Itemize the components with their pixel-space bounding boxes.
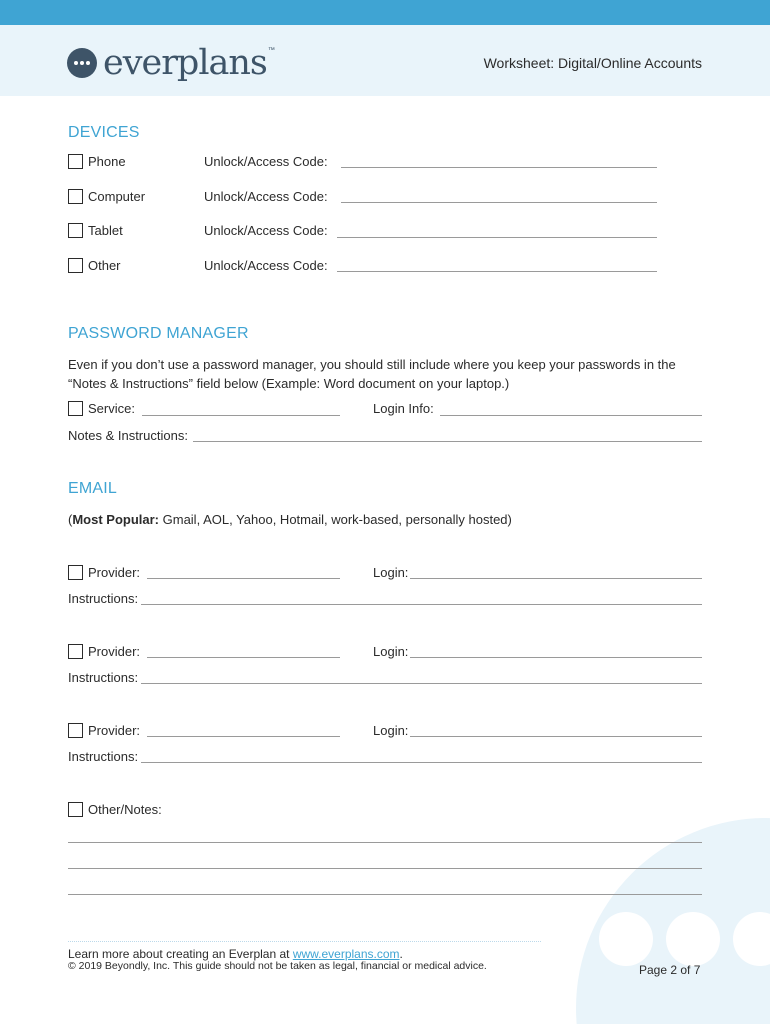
device-label: Phone — [88, 154, 126, 169]
logo-trademark: ™ — [267, 47, 275, 54]
decorative-dot — [599, 912, 653, 966]
code-label: Unlock/Access Code: — [204, 189, 328, 204]
instructions-field[interactable] — [141, 762, 702, 763]
other-notes-line[interactable] — [68, 842, 702, 843]
device-label: Other — [88, 258, 121, 273]
document-title: Worksheet: Digital/Online Accounts — [483, 55, 702, 71]
tablet-code-field[interactable] — [337, 237, 657, 238]
email-heading: EMAIL — [68, 480, 118, 497]
provider-label: Provider: — [88, 723, 141, 738]
password-manager-heading: PASSWORD MANAGER — [68, 325, 249, 342]
footer-copyright: © 2019 Beyondly, Inc. This guide should not be taken as legal, financial or medical advice. — [68, 960, 487, 972]
logo-text: everplans — [103, 42, 267, 83]
provider-checkbox[interactable] — [68, 565, 83, 580]
instructions-label: Instructions: — [68, 591, 139, 606]
login-info-label: Login Info: — [373, 401, 434, 416]
login-label: Login: — [373, 723, 409, 738]
password-manager-description: Even if you don’t use a password manager, you should still include where you keep your passwords in the “Notes & Instructions” field below (Example: Word document on your laptop.) — [68, 357, 676, 391]
other-device-checkbox[interactable] — [68, 258, 83, 273]
login-field[interactable] — [410, 657, 702, 658]
provider-label: Provider: — [88, 565, 141, 580]
computer-checkbox[interactable] — [68, 189, 83, 204]
notes-instructions-label: Notes & Instructions: — [68, 428, 188, 443]
code-label: Unlock/Access Code: — [204, 258, 328, 273]
email-popular-note: (Most Popular: Gmail, AOL, Yahoo, Hotmail, work-based, personally hosted) — [68, 512, 512, 527]
everplans-logo — [67, 43, 275, 83]
notes-instructions-field[interactable] — [193, 441, 702, 442]
phone-code-field[interactable] — [341, 167, 657, 168]
provider-checkbox[interactable] — [68, 644, 83, 659]
everplans-link[interactable]: www.everplans.com — [292, 947, 400, 961]
other-code-field[interactable] — [337, 271, 657, 272]
login-label: Login: — [373, 644, 409, 659]
instructions-label: Instructions: — [68, 670, 139, 685]
other-notes-checkbox[interactable] — [68, 802, 83, 817]
code-label: Unlock/Access Code: — [204, 154, 328, 169]
login-label: Login: — [373, 565, 409, 580]
footer-learn-more: Learn more about creating an Everplan at www.everplans.com. — [68, 947, 403, 961]
service-checkbox[interactable] — [68, 401, 83, 416]
service-label: Service: — [88, 401, 135, 416]
service-field[interactable] — [142, 415, 340, 416]
decorative-dot — [666, 912, 720, 966]
login-field[interactable] — [410, 578, 702, 579]
computer-code-field[interactable] — [341, 202, 657, 203]
page-number: Page 2 of 7 — [639, 963, 701, 977]
provider-label: Provider: — [88, 644, 141, 659]
page-header — [0, 25, 770, 96]
other-notes-line[interactable] — [68, 894, 702, 895]
instructions-field[interactable] — [141, 683, 702, 684]
provider-field[interactable] — [147, 657, 340, 658]
device-label: Computer — [88, 189, 146, 204]
device-label: Tablet — [88, 223, 123, 238]
devices-heading: DEVICES — [68, 124, 140, 141]
login-field[interactable] — [410, 736, 702, 737]
top-accent-bar — [0, 0, 770, 25]
login-info-field[interactable] — [440, 415, 702, 416]
instructions-field[interactable] — [141, 604, 702, 605]
provider-checkbox[interactable] — [68, 723, 83, 738]
provider-field[interactable] — [147, 736, 340, 737]
other-notes-label: Other/Notes: — [88, 802, 162, 817]
phone-checkbox[interactable] — [68, 154, 83, 169]
provider-field[interactable] — [147, 578, 340, 579]
tablet-checkbox[interactable] — [68, 223, 83, 238]
code-label: Unlock/Access Code: — [204, 223, 328, 238]
footer-divider — [68, 941, 541, 942]
logo-dots-icon — [67, 48, 97, 78]
instructions-label: Instructions: — [68, 749, 139, 764]
other-notes-line[interactable] — [68, 868, 702, 869]
